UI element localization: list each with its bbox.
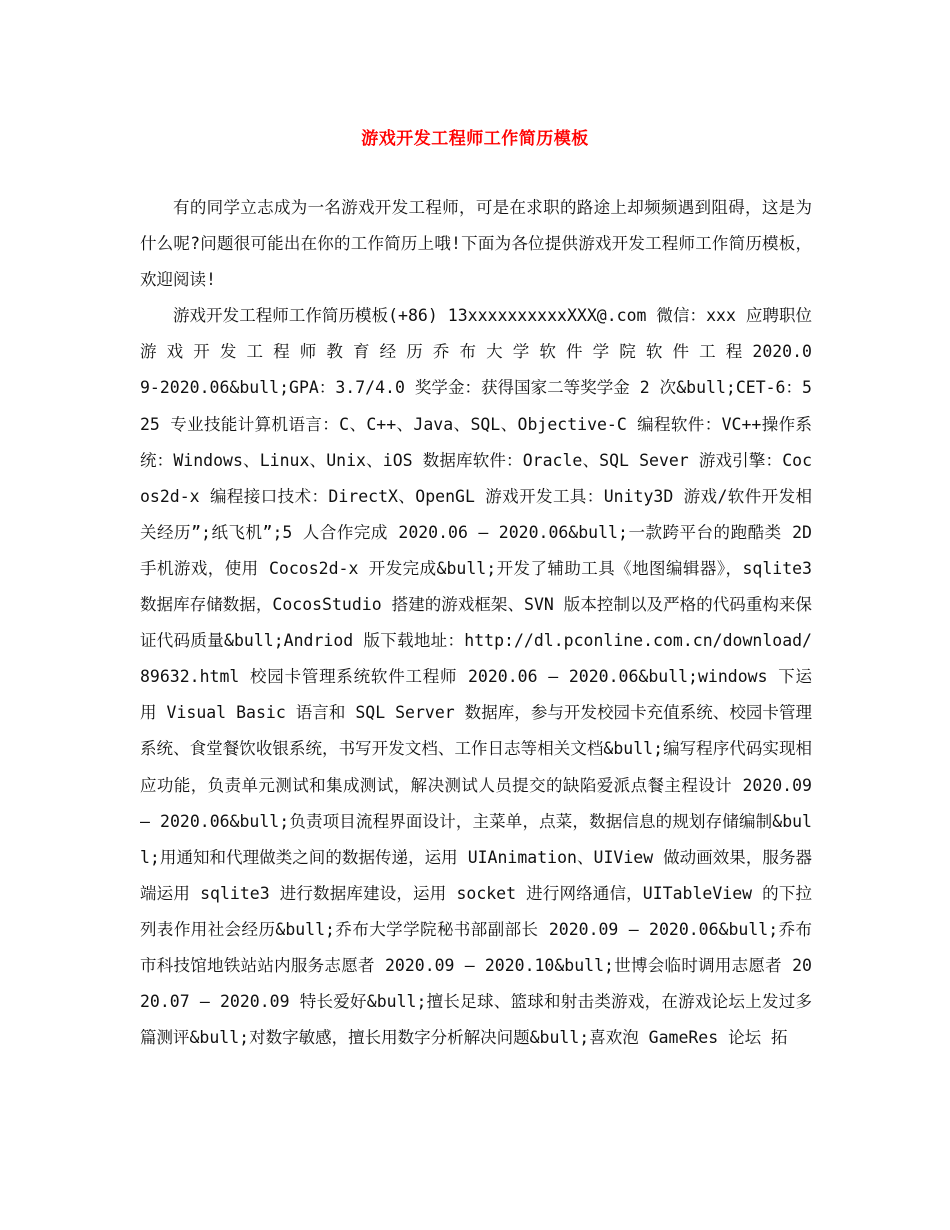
document-title: 游戏开发工程师工作简历模板 — [361, 129, 589, 149]
resume-paragraph: 游戏开发工程师工作简历模板(+86) 13xxxxxxxxxxXXX@.com 微信：xxx 应聘职位 游 戏 开 发 工 程 师 教 育 经 历 乔 布 大 学 软 件 学 院 软 件 工 程 2020.09-2020.06&bull;GPA：3.7/4.0 奖学金：获得国家二等奖学金 2 次&bull;CET-6：525 专业技能计算机语言：C、C++、Java、SQL、Objective-C 编程软件：VC++操作系统：Windows、Linux、Unix、iOS 数据库软件：Oracle、SQL Sever 游戏引擎：Cocos2d-x 编程接口技术：DirectX、OpenGL 游戏开发工具：Unity3D 游戏/软件开发相关经历”;纸飞机”;5 人合作完成 2020.06 – 2020.06&bull;一款跨平台的跑酷类 2D 手机游戏，使用 Cocos2d-x 开发完成&bull;开发了辅助工具《地图编辑器》，sqlite3 数据库存储数据，CocosStudio 搭建的游戏框架、SVN 版本控制以及严格的代码重构来保证代码质量&bull;Andriod 版下载地址：http://dl.pconline.com.cn/download/89632.html 校园卡管理系统软件工程师 2020.06 – 2020.06&bull;windows 下运用 Visual Basic 语言和 SQL Server 数据库，参与开发校园卡充值系统、校园卡管理系统、食堂餐饮收银系统，书写开发文档、工作日志等相关文档&bull;编写程序代码实现相应功能，负责单元测试和集成测试，解决测试人员提交的缺陷爱派点餐主程设计 2020.09 – 2020.06&bull;负责项目流程界面设计，主菜单，点菜，数据信息的规划存储编制&bull;用通知和代理做类之间的数据传递，运用 UIAnimation、UIView 做动画效果，服务器端运用 sqlite3 进行数据库建设，运用 socket 进行网络通信，UITableView 的下拉列表作用社会经历&bull;乔布大学学院秘书部副部长 2020.09 – 2020.06&bull;乔布市科技馆地铁站站内服务志愿者 2020.09 – 2020.10&bull;世博会临时调用志愿者 2020.07 – 2020.09 特长爱好&bull;擅长足球、篮球和射击类游戏，在游戏论坛上发过多篇测评&bull;对数字敏感，擅长用数字分析解决问题&bull;喜欢泡 GameRes 论坛 拓 — [140, 306, 812, 1048]
intro-paragraph: 有的同学立志成为一名游戏开发工程师，可是在求职的路途上却频频遇到阻碍，这是为什么呢?问题很可能出在你的工作简历上哦!下面为各位提供游戏开发工程师工作简历模板，欢迎阅读! — [140, 198, 812, 290]
document-body — [140, 190, 812, 1056]
